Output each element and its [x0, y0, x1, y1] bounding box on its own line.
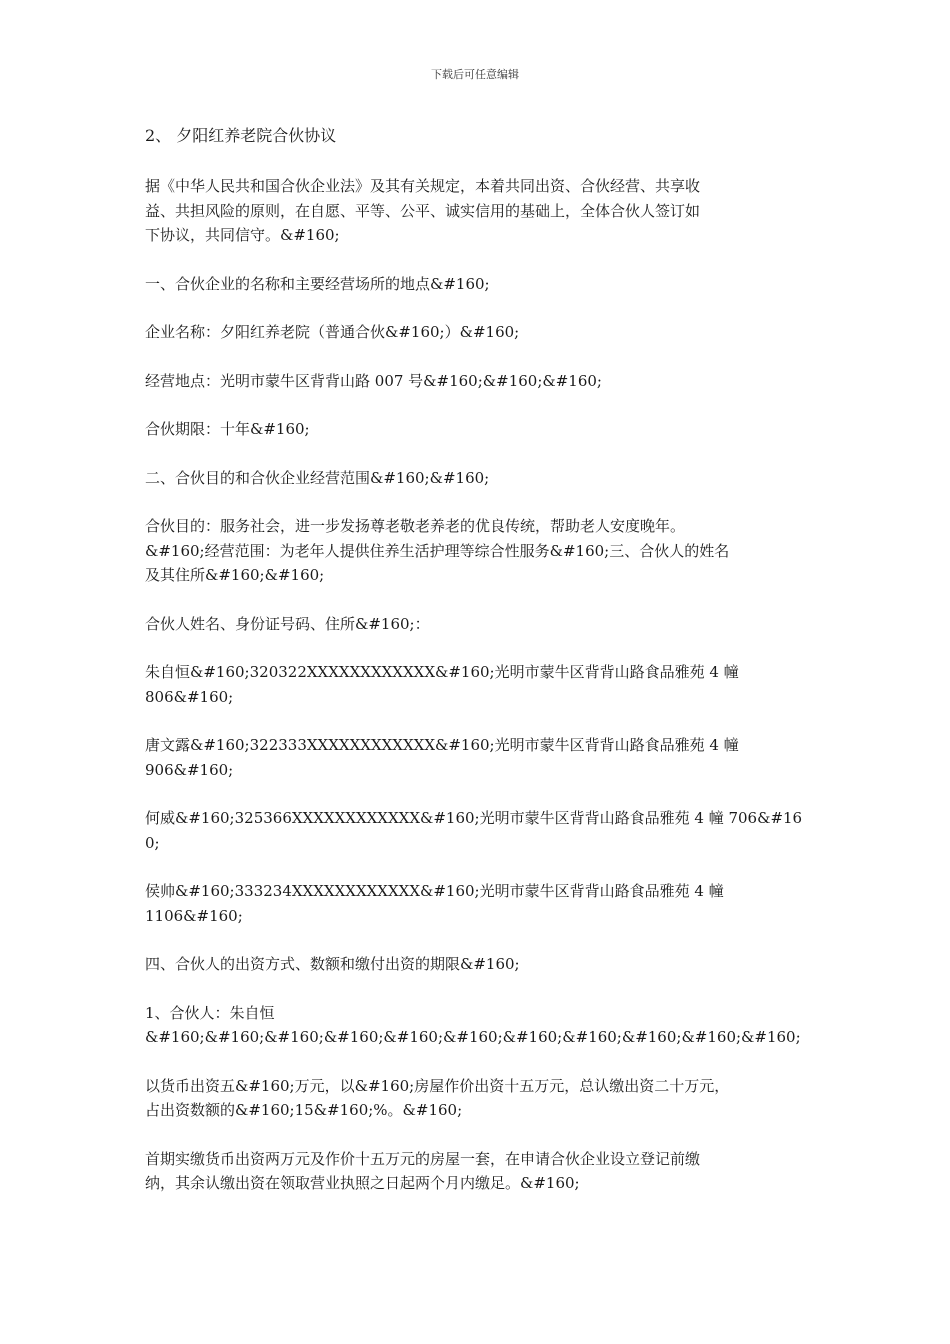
paragraph-contribution-partner: 1、合伙人：朱自恒 &#160;&#160;&#160;&#160;&#160;&#160;&#160;&#160;&#160;&#160;&#160; [145, 1003, 801, 1046]
paragraph-contribution-schedule: 首期实缴货币出资两万元及作价十五万元的房屋一套，在申请合伙企业设立登记前缴 纳，其余认缴出资在领取营业执照之日起两个月内缴足。&#160; [145, 1149, 701, 1192]
section-heading-2: 二、合伙目的和合伙企业经营范围&#160;&#160; [145, 468, 490, 487]
page-header: 下载后可任意编辑 [431, 68, 519, 81]
document-title: 2、 夕阳红养老院合伙协议 [145, 126, 337, 145]
paragraph-partner-2: 唐文露&#160;322333XXXXXXXXXXXX&#160;光明市蒙牛区背背山路食品雅苑 4 幢 906&#160; [145, 736, 739, 779]
paragraph-address: 经营地点：光明市蒙牛区背背山路 007 号&#160;&#160;&#160; [145, 371, 602, 390]
section-heading-4: 四、合伙人的出资方式、数额和缴付出资的期限&#160; [145, 955, 520, 973]
paragraph-partner-4: 侯帅&#160;333234XXXXXXXXXXXX&#160;光明市蒙牛区背背山路食品雅苑 4 幢 1106&#160; [145, 882, 724, 925]
paragraph-partner-1: 朱自恒&#160;320322XXXXXXXXXXXX&#160;光明市蒙牛区背背山路食品雅苑 4 幢 806&#160; [145, 663, 739, 706]
paragraph-contribution-amount: 以货币出资五&#160;万元，以&#160;房屋作价出资十五万元，总认缴出资二十万元， 占出资数额的&#160;15&#160;%。&#160; [145, 1076, 730, 1119]
paragraph-purpose: 合伙目的：服务社会，进一步发扬尊老敬老养老的优良传统，帮助老人安度晚年。 &#160;经营范围：为老年人提供住养生活护理等综合性服务&#160;三、合伙人的姓名 及其住所&#160;&#160; [145, 517, 730, 584]
paragraph-partner-3: 何威&#160;325366XXXXXXXXXXXX&#160;光明市蒙牛区背背山路食品雅苑 4 幢 706&#160; [145, 809, 803, 852]
document-body [145, 124, 815, 1220]
paragraph-term: 合伙期限：十年&#160; [145, 420, 310, 438]
paragraph-company-name: 企业名称：夕阳红养老院（普通合伙&#160;）&#160; [145, 323, 520, 341]
paragraph-partners-header: 合伙人姓名、身份证号码、住所&#160;： [145, 614, 430, 633]
paragraph-intro: 据《中华人民共和国合伙企业法》及其有关规定，本着共同出资、合伙经营、共享收 益、共担风险的原则，在自愿、平等、公平、诚实信用的基础上，全体合伙人签订如 下协议，共同信守。&#160; [145, 177, 701, 244]
section-heading-1: 一、合伙企业的名称和主要经营场所的地点&#160; [145, 274, 490, 293]
